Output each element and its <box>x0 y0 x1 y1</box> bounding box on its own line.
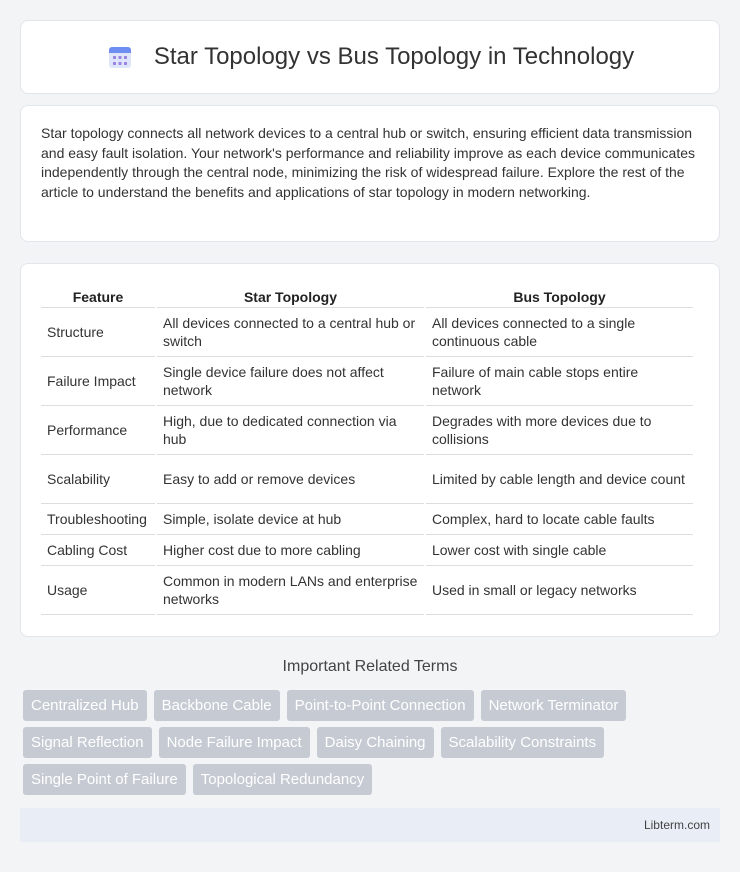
table-row <box>41 504 693 535</box>
header-feature: Feature <box>41 284 155 308</box>
feature-cell: Failure Impact <box>41 357 155 406</box>
tag-daisy-chaining[interactable]: Daisy Chaining <box>317 727 434 758</box>
bus-cell: Failure of main cable stops entire network <box>426 357 693 406</box>
table-row <box>41 566 693 615</box>
bus-cell: Degrades with more devices due to collisions <box>426 406 693 455</box>
calendar-icon <box>106 43 134 71</box>
feature-cell: Usage <box>41 566 155 615</box>
footer <box>20 808 720 842</box>
intro-card <box>20 105 720 242</box>
table-row <box>41 357 693 406</box>
star-cell: Easy to add or remove devices <box>157 455 424 504</box>
tag-network-terminator[interactable]: Network Terminator <box>481 690 627 721</box>
bus-cell: Lower cost with single cable <box>426 535 693 566</box>
header-star: Star Topology <box>157 284 424 308</box>
comparison-table <box>39 284 695 615</box>
tag-topological-redundancy[interactable]: Topological Redundancy <box>193 764 372 795</box>
tag-single-point-of-failure[interactable]: Single Point of Failure <box>23 764 186 795</box>
tag-row <box>23 764 723 795</box>
table-row <box>41 308 693 357</box>
page-title: Star Topology vs Bus Topology in Technology <box>153 43 635 70</box>
star-cell: High, due to dedicated connection via hub <box>157 406 424 455</box>
star-cell: All devices connected to a central hub or switch <box>157 308 424 357</box>
tag-node-failure-impact[interactable]: Node Failure Impact <box>159 727 310 758</box>
tag-backbone-cable[interactable]: Backbone Cable <box>154 690 280 721</box>
tag-point-to-point-connection[interactable]: Point-to-Point Connection <box>287 690 474 721</box>
feature-cell: Cabling Cost <box>41 535 155 566</box>
feature-cell: Scalability <box>41 455 155 504</box>
title-card <box>20 20 720 94</box>
comparison-card <box>20 263 720 637</box>
table-row <box>41 406 693 455</box>
bus-cell: Complex, hard to locate cable faults <box>426 504 693 535</box>
star-cell: Higher cost due to more cabling <box>157 535 424 566</box>
header-bus: Bus Topology <box>426 284 693 308</box>
related-terms-list <box>23 690 723 801</box>
star-cell: Simple, isolate device at hub <box>157 504 424 535</box>
feature-cell: Performance <box>41 406 155 455</box>
tag-signal-reflection[interactable]: Signal Reflection <box>23 727 152 758</box>
feature-cell: Troubleshooting <box>41 504 155 535</box>
table-row <box>41 455 693 504</box>
intro-text: Star topology connects all network devices to a central hub or switch, ensuring efficient data transmission and easy fault isolation. Your network's performance and reliability improve as each device communicates independently through the central node, minimizing the risk of widespread failure. Explore the rest of the article to understand the benefits and applications of star topology in modern networking. <box>41 125 696 200</box>
tag-row <box>23 690 723 721</box>
footer-site-link[interactable]: Libterm.com <box>643 818 710 832</box>
tag-row <box>23 727 723 758</box>
tag-centralized-hub[interactable]: Centralized Hub <box>23 690 147 721</box>
tag-scalability-constraints[interactable]: Scalability Constraints <box>441 727 605 758</box>
bus-cell: All devices connected to a single continuous cable <box>426 308 693 357</box>
star-cell: Single device failure does not affect network <box>157 357 424 406</box>
feature-cell: Structure <box>41 308 155 357</box>
bus-cell: Used in small or legacy networks <box>426 566 693 615</box>
star-cell: Common in modern LANs and enterprise networks <box>157 566 424 615</box>
bus-cell: Limited by cable length and device count <box>426 455 693 504</box>
table-row <box>41 535 693 566</box>
table-header-row <box>41 284 693 308</box>
related-terms-title: Important Related Terms <box>282 658 458 675</box>
